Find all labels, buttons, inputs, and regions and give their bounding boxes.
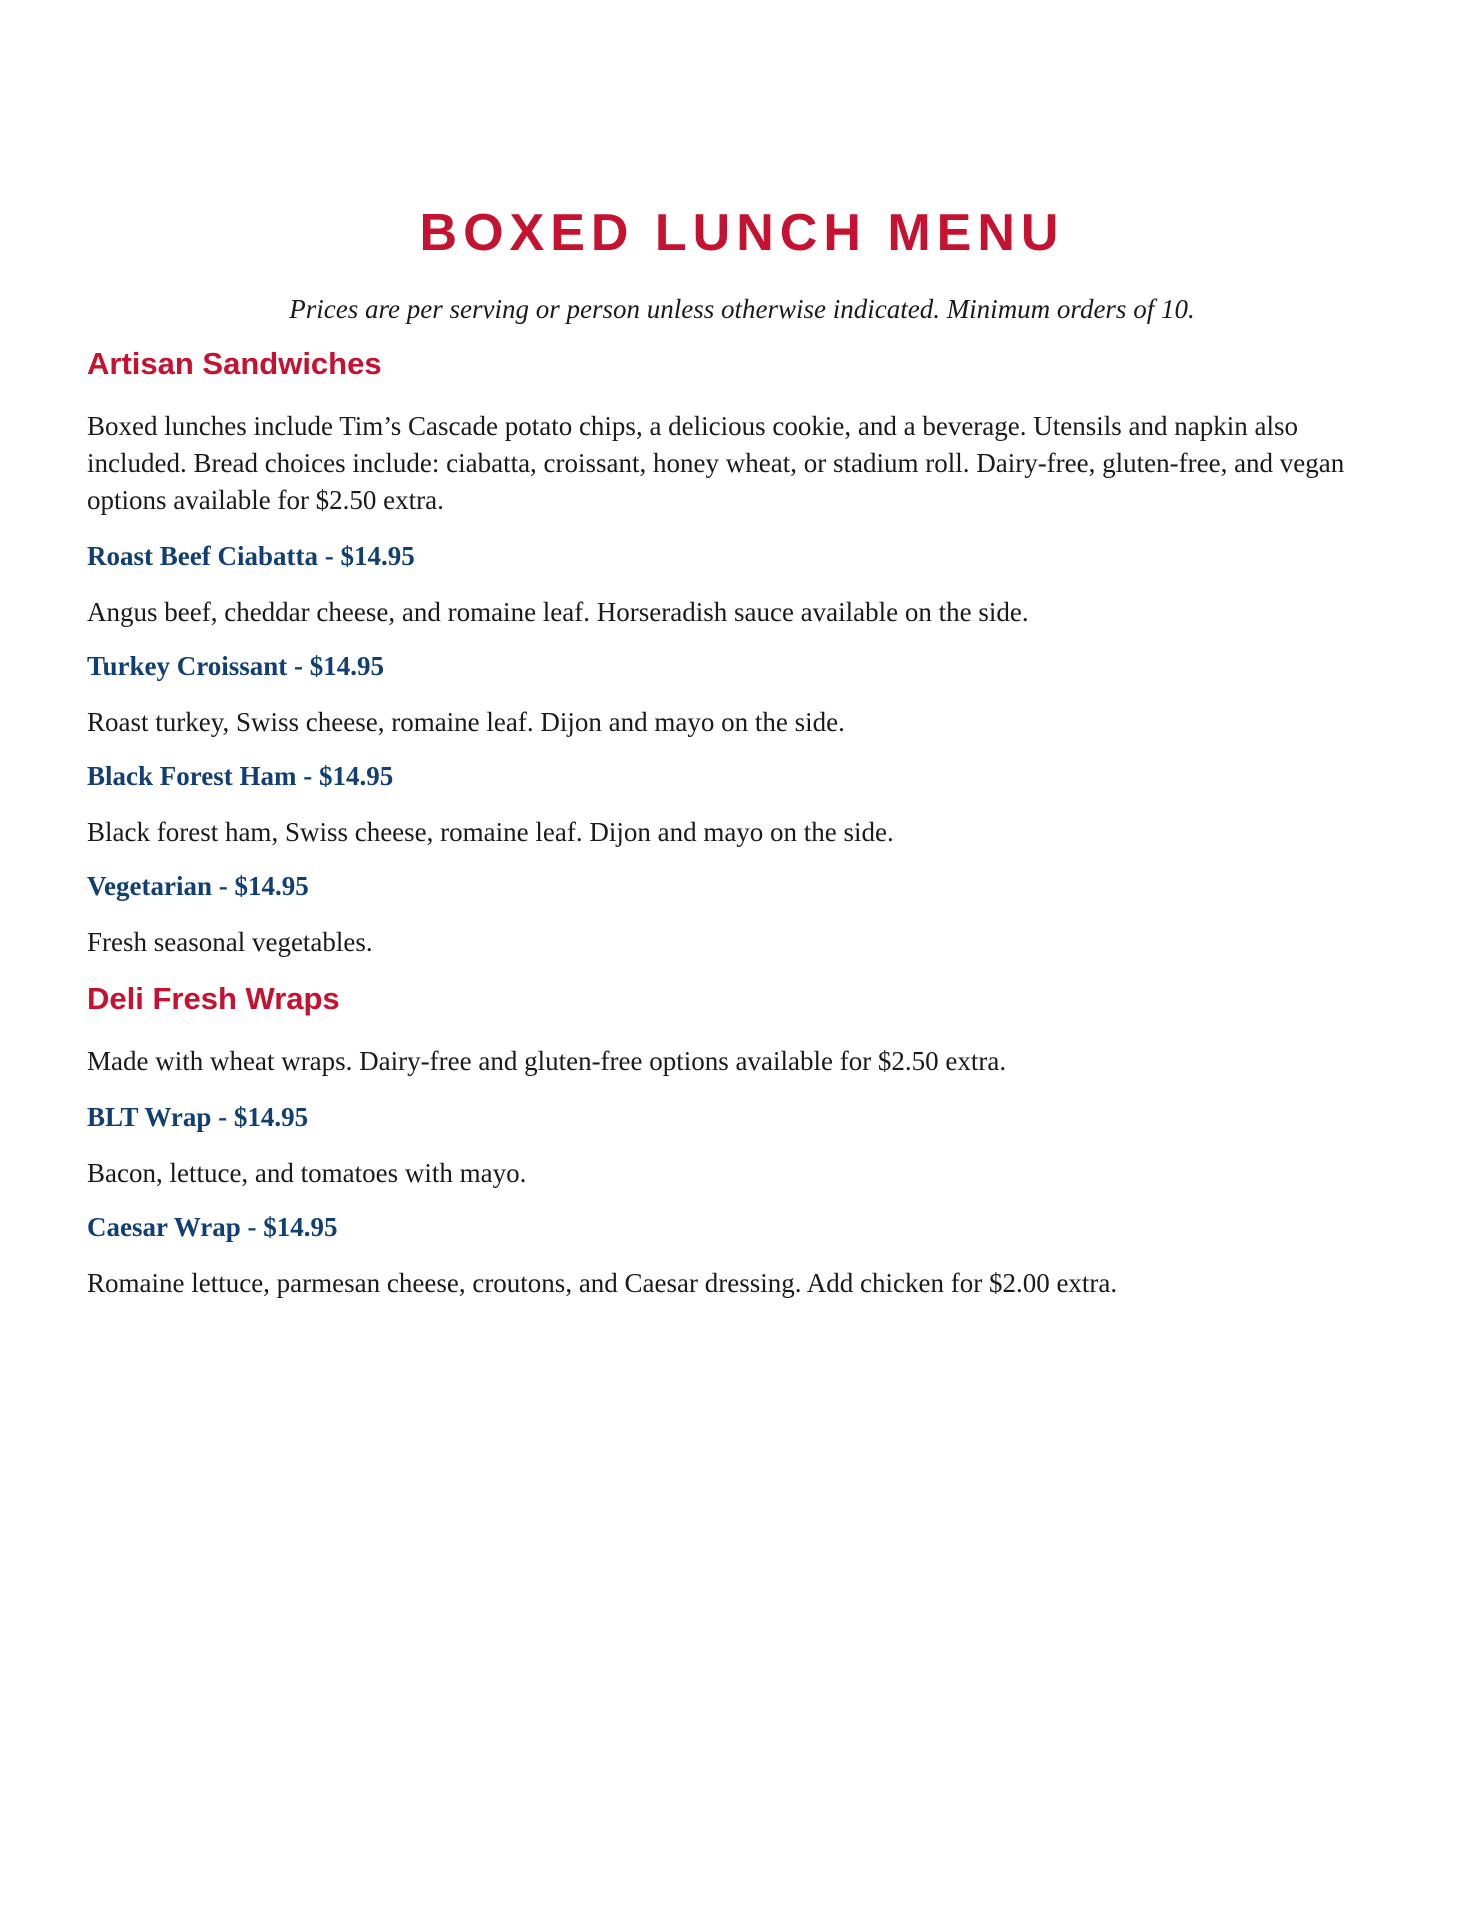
section-intro: Made with wheat wraps. Dairy-free and gluten-free options available for $2.50 extra. bbox=[87, 1046, 1007, 1076]
menu-item-description: Romaine lettuce, parmesan cheese, croutons, and Caesar dressing. Add chicken for $2.00 extra. bbox=[87, 1268, 1118, 1298]
section-artisan-sandwiches bbox=[87, 344, 1397, 959]
section-deli-fresh-wraps bbox=[87, 979, 1397, 1300]
page-title: BOXED LUNCH MENU bbox=[419, 204, 1065, 262]
menu-item bbox=[87, 869, 1397, 959]
menu-item bbox=[87, 539, 1397, 629]
menu-item bbox=[87, 1100, 1397, 1190]
menu-item-name: BLT Wrap - $14.95 bbox=[87, 1102, 309, 1132]
section-heading: Artisan Sandwiches bbox=[87, 346, 382, 381]
section-intro: Boxed lunches include Tim’s Cascade potato chips, a delicious cookie, and a beverage. Utensils and napkin also included. Bread choices include: ciabatta, croissant, honey wheat, or stadium roll. Dairy-free, gluten-free, and vegan options available for $2.50 extra. bbox=[87, 411, 1345, 515]
menu-item-name: Roast Beef Ciabatta - $14.95 bbox=[87, 541, 415, 571]
menu-item bbox=[87, 1210, 1397, 1300]
menu-item bbox=[87, 649, 1397, 739]
section-heading: Deli Fresh Wraps bbox=[87, 981, 340, 1016]
menu-item-description: Roast turkey, Swiss cheese, romaine leaf. Dijon and mayo on the side. bbox=[87, 707, 845, 737]
menu-item bbox=[87, 759, 1397, 849]
menu-item-name: Turkey Croissant - $14.95 bbox=[87, 651, 385, 681]
page-subtitle: Prices are per serving or person unless otherwise indicated. Minimum orders of 10. bbox=[289, 294, 1195, 324]
menu-item-description: Bacon, lettuce, and tomatoes with mayo. bbox=[87, 1158, 527, 1188]
menu-item-description: Angus beef, cheddar cheese, and romaine leaf. Horseradish sauce available on the side. bbox=[87, 597, 1029, 627]
menu-page bbox=[87, 200, 1397, 1300]
menu-item-name: Vegetarian - $14.95 bbox=[87, 871, 309, 901]
menu-item-name: Caesar Wrap - $14.95 bbox=[87, 1212, 338, 1242]
menu-item-name: Black Forest Ham - $14.95 bbox=[87, 761, 394, 791]
menu-item-description: Black forest ham, Swiss cheese, romaine leaf. Dijon and mayo on the side. bbox=[87, 817, 894, 847]
menu-item-description: Fresh seasonal vegetables. bbox=[87, 927, 373, 957]
